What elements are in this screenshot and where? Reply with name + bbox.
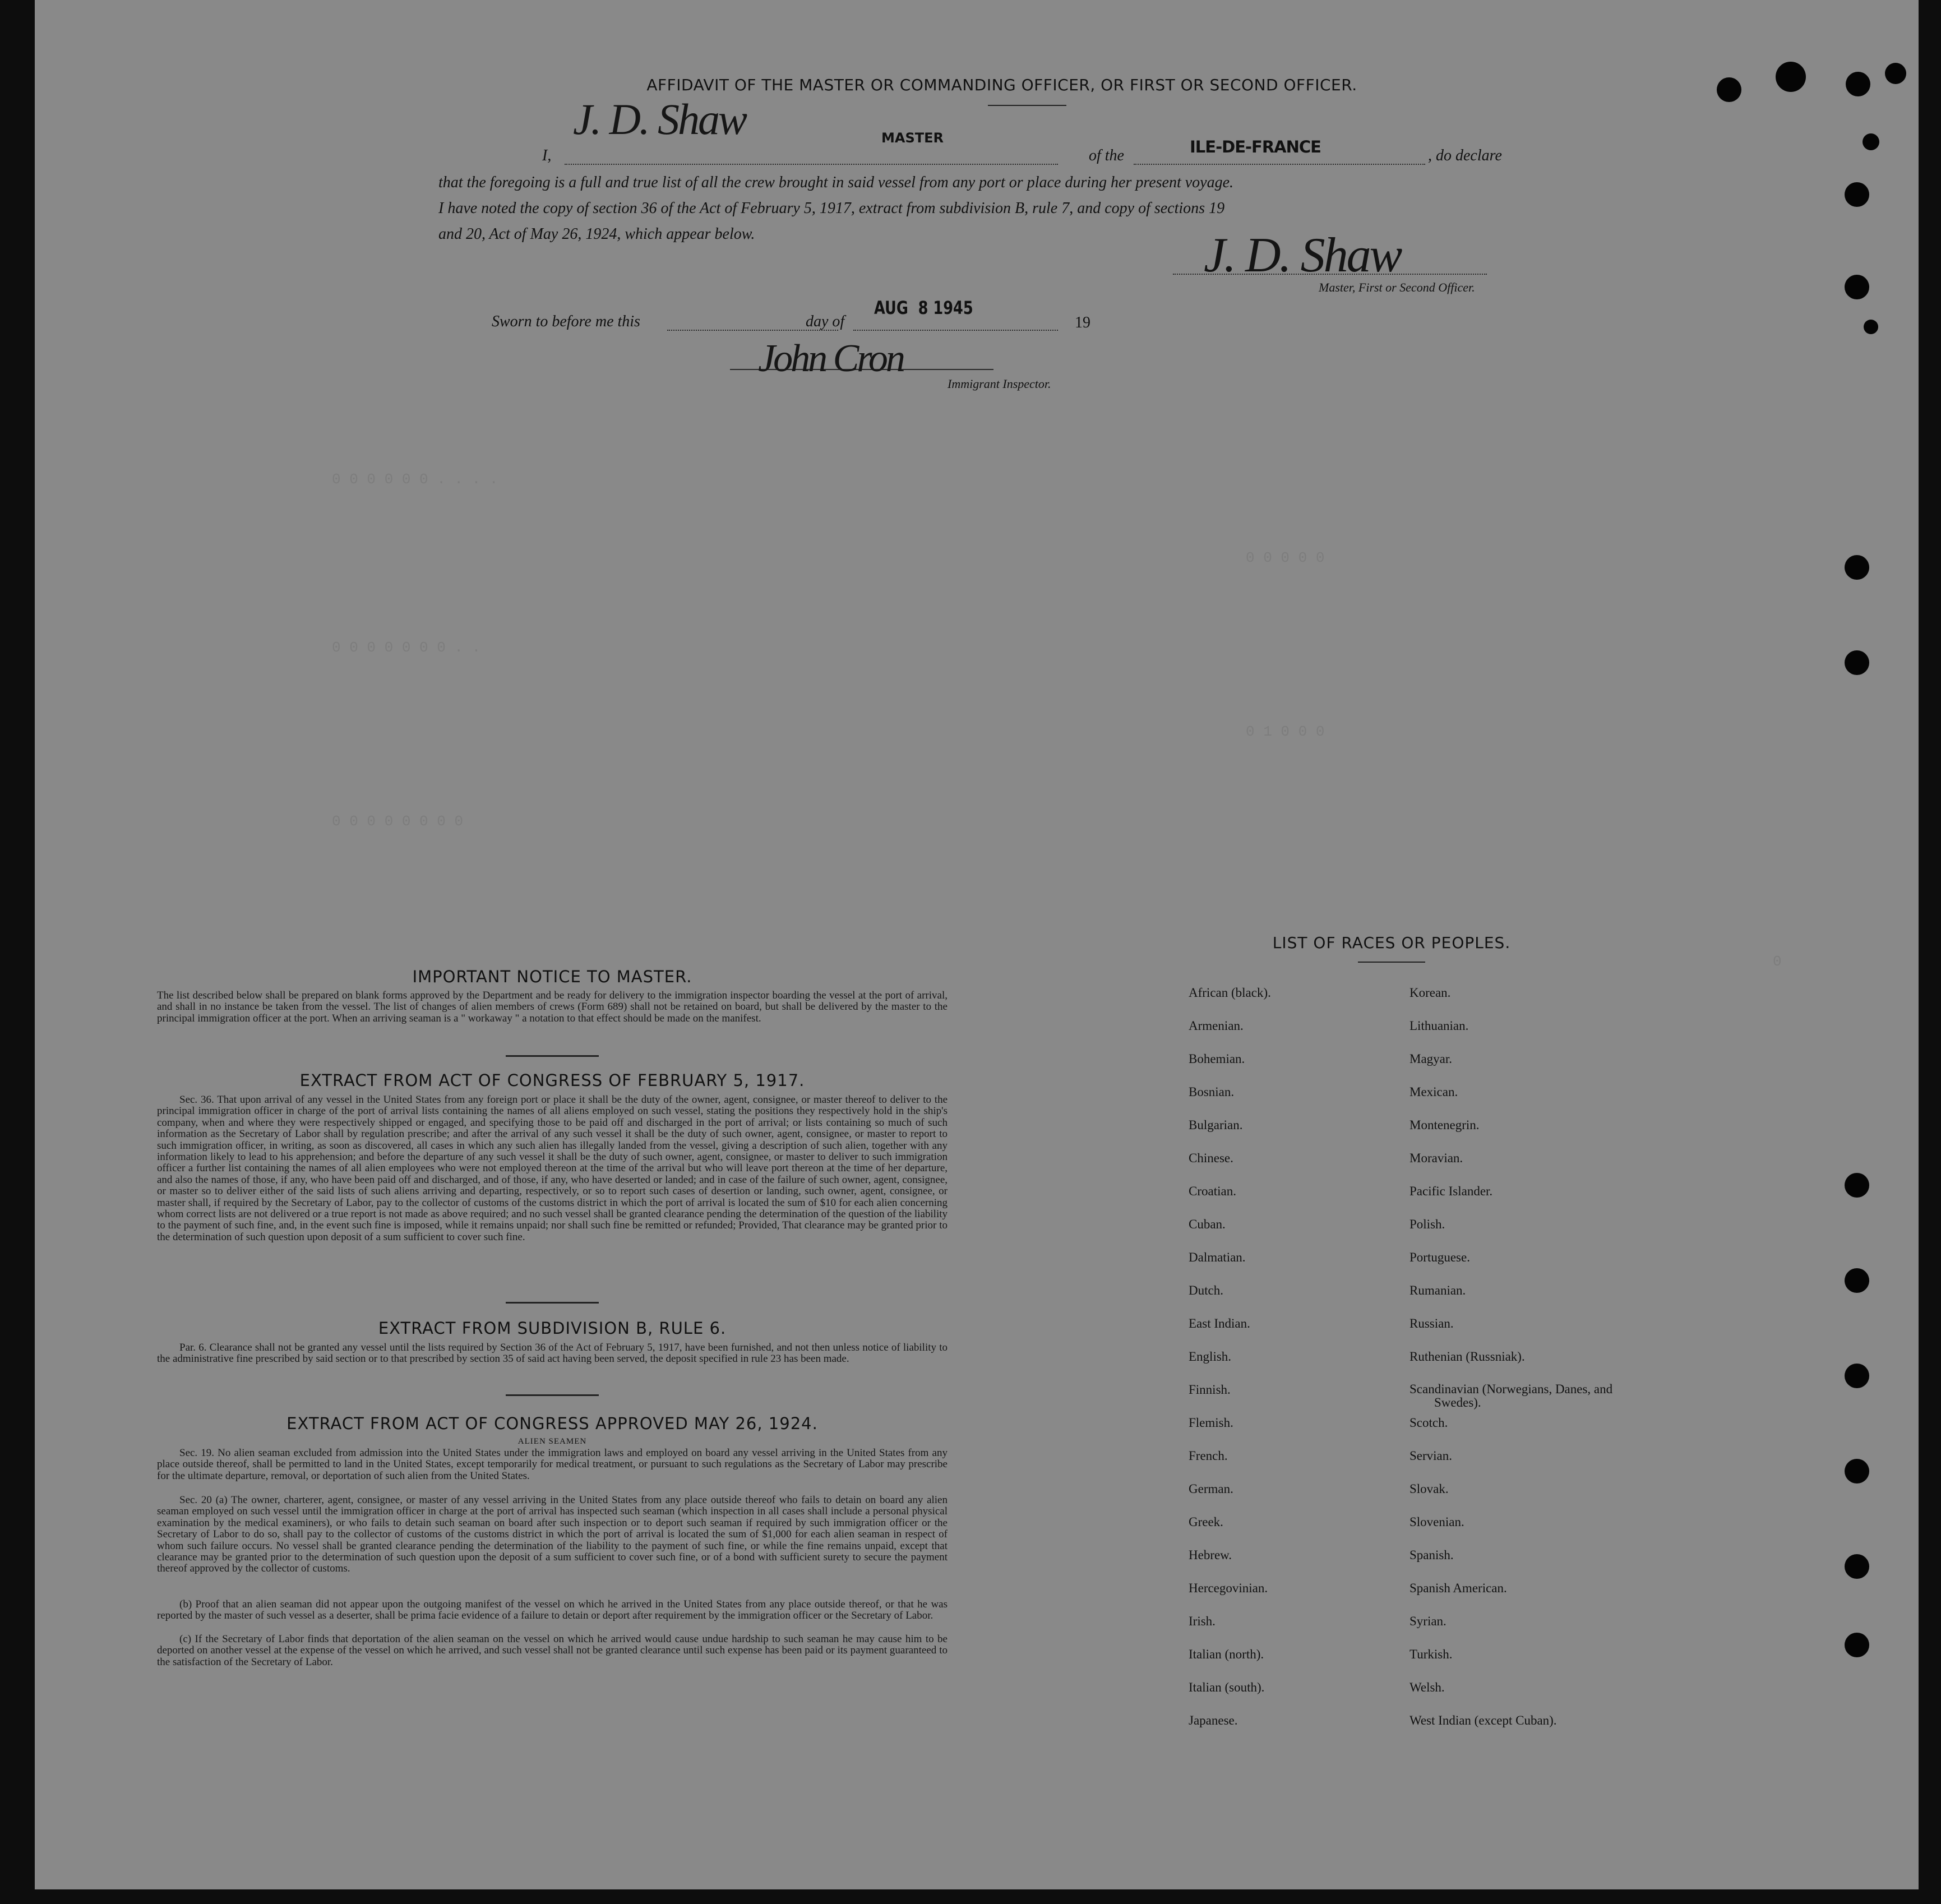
- affidavit-i-label: I,: [542, 147, 552, 164]
- race-right: West Indian (except Cuban).: [1409, 1713, 1557, 1727]
- notice-title: IMPORTANT NOTICE TO MASTER.: [412, 967, 692, 986]
- punch-hole: [1885, 63, 1906, 84]
- extract-1917-divider: [506, 1302, 599, 1304]
- punch-hole: [1863, 133, 1879, 150]
- extract-1917-title: EXTRACT FROM ACT OF CONGRESS OF FEBRUARY 5, 1917.: [299, 1071, 805, 1090]
- punch-hole: [1845, 1554, 1869, 1579]
- declare-label: , do declare: [1428, 147, 1502, 164]
- race-right: Montenegrin.: [1409, 1118, 1480, 1132]
- master-signature-top: J. D. Shaw: [573, 95, 746, 144]
- race-right: Ruthenian (Russniak).: [1409, 1350, 1525, 1364]
- race-left: French.: [1189, 1449, 1228, 1463]
- year-prefix: 19: [1075, 314, 1090, 331]
- race-right: Portuguese.: [1409, 1250, 1470, 1264]
- race-right: Magyar.: [1409, 1052, 1453, 1066]
- race-left: Armenian.: [1189, 1019, 1244, 1033]
- race-right: Scandinavian (Norwegians, Danes, and Swedes).: [1409, 1382, 1613, 1409]
- bleed-through-row: 0: [1773, 953, 1782, 970]
- race-right: Pacific Islander.: [1409, 1184, 1493, 1198]
- extract-rule-title: EXTRACT FROM SUBDIVISION B, RULE 6.: [378, 1319, 727, 1338]
- notice-divider: [506, 1055, 599, 1057]
- punch-hole: [1845, 650, 1869, 675]
- bleed-through-row: 0 1 0 0 0: [1246, 723, 1325, 740]
- race-right: Syrian.: [1409, 1614, 1446, 1628]
- extract-1924-sec20a: Sec. 20 (a) The owner, charterer, agent, consignee, or master of any vessel arriving in the United States from any place outside thereof who fails to detain on board any alien seaman employed on such vessel until the immigration officer in charge at the port of arrival has inspected such seaman (which inspection in all cases shall include a personal physical examination by the medical examiners), or who fails to detain such seaman on board after such inspection or to deport such seaman if required by such immigration officer or the Secretary of Labor to do so, shall pay to the collector of customs of the customs district in which the port of arrival is located the sum of $1,000 for each alien seaman in respect of whom such failure occurs. No vessel shall be granted clearance pending the determination of the liability to the payment of such fine, or while the fine remains unpaid, except that clearance may be granted prior to the determination of such question upon the deposit of a sum sufficient to cover such fine, or of a bond with sufficient surety to secure the payment thereof approved by the collector of customs.: [157, 1494, 948, 1575]
- race-left: African (black).: [1189, 986, 1271, 1000]
- race-left: East Indian.: [1189, 1316, 1250, 1330]
- race-right: Slovak.: [1409, 1482, 1449, 1496]
- extract-1924-sec20c: (c) If the Secretary of Labor finds that deportation of the alien seaman on the vessel on which he arrived would cause undue hardship to such seaman he may cause him to be deported on another vessel at the expense of the vessel on which he arrived, and such vessel shall not be granted clearance until such expense has been paid or its payment guaranteed to the satisfaction of the Secretary of Labor.: [157, 1633, 948, 1668]
- punch-hole: [1776, 62, 1806, 92]
- race-right: Spanish American.: [1409, 1581, 1507, 1595]
- date-stamp: AUG 8 1945: [874, 297, 973, 318]
- race-right: Lithuanian.: [1409, 1019, 1469, 1033]
- race-right: Korean.: [1409, 986, 1451, 1000]
- bleed-through-row: 0 0 0 0 0 0 0 . .: [332, 639, 481, 656]
- punch-hole: [1845, 1173, 1869, 1198]
- race-left: Bosnian.: [1189, 1085, 1235, 1099]
- bleed-through-row: 0 0 0 0 0: [1246, 549, 1325, 566]
- race-left: Hebrew.: [1189, 1548, 1232, 1562]
- master-signature-caption: Master, First or Second Officer.: [1319, 280, 1475, 294]
- inspector-caption: Immigrant Inspector.: [948, 377, 1051, 391]
- race-left: Bulgarian.: [1189, 1118, 1243, 1132]
- race-right: Russian.: [1409, 1316, 1454, 1330]
- extract-rule-text: Par. 6. Clearance shall not be granted any vessel until the lists required by Section 36 of the Act of February 5, 1917, have been furnished, and not then unless notice of liability to the administrative fine prescribed by said section or to that prescribed by section 35 of said act having been served, the deposit specified in rule 23 has been made.: [157, 1342, 948, 1365]
- punch-hole: [1845, 1364, 1869, 1388]
- race-left: Dalmatian.: [1189, 1250, 1246, 1264]
- race-left: Bohemian.: [1189, 1052, 1245, 1066]
- sworn-label: Sworn to before me this: [492, 313, 640, 330]
- race-right: Scotch.: [1409, 1416, 1448, 1430]
- race-left: Irish.: [1189, 1614, 1216, 1628]
- punch-hole: [1845, 1633, 1869, 1657]
- races-title: LIST OF RACES OR PEOPLES.: [1272, 933, 1511, 952]
- races-divider: [1358, 962, 1425, 963]
- race-right: Servian.: [1409, 1449, 1453, 1463]
- race-left: Hercegovinian.: [1189, 1581, 1268, 1595]
- rank-stamp: MASTER: [881, 130, 944, 146]
- race-left: Italian (south).: [1189, 1680, 1265, 1694]
- extract-1924-subtitle: ALIEN SEAMEN: [517, 1437, 587, 1446]
- bleed-through-row: 0 0 0 0 0 0 . . . .: [332, 471, 498, 488]
- race-left: Chinese.: [1189, 1151, 1233, 1165]
- race-left: Japanese.: [1189, 1713, 1238, 1727]
- manifest-page: [35, 0, 1919, 1889]
- race-left: English.: [1189, 1350, 1232, 1364]
- punch-hole: [1717, 77, 1741, 102]
- extract-1924-sec19: Sec. 19. No alien seaman excluded from admission into the United States under the immigration laws and employed on board any vessel arriving in the United States from any place outside thereof, shall be permitted to land in the United States, except temporarily for medical treatment, or pursuant to such regulations as the Secretary of Labor may prescribe for the ultimate departure, removal, or deportation of such alien from the United States.: [157, 1447, 948, 1482]
- race-right: Moravian.: [1409, 1151, 1463, 1165]
- punch-hole: [1845, 275, 1869, 299]
- race-left: Cuban.: [1189, 1217, 1226, 1231]
- race-left: Croatian.: [1189, 1184, 1236, 1198]
- month-blank: [853, 330, 1058, 331]
- title-divider: [988, 105, 1066, 106]
- affidavit-line-2: that the foregoing is a full and true list of all the crew brought in said vessel from any port or place during her present voyage.: [438, 174, 1234, 191]
- punch-hole: [1845, 1268, 1869, 1293]
- of-the-label: of the: [1089, 147, 1124, 164]
- punch-hole: [1845, 1459, 1869, 1484]
- extract-rule-divider: [506, 1394, 599, 1396]
- race-left: Finnish.: [1189, 1383, 1231, 1397]
- notice-text: The list described below shall be prepared on blank forms approved by the Department and be ready for delivery to the immigration inspector boarding the vessel at the port of arrival, and shall in no instance be taken from the vessel. The list of changes of alien members of crews (Form 689) shall not be retained on board, but shall be delivered by the master to the principal immigration officer at the port. When an arriving seaman is a " workaway " a notation to that effect should be made on the manifest.: [157, 990, 948, 1024]
- affidavit-line-4: and 20, Act of May 26, 1924, which appear below.: [438, 225, 755, 243]
- race-right: Rumanian.: [1409, 1283, 1466, 1297]
- race-left: Flemish.: [1189, 1416, 1233, 1430]
- race-right: Turkish.: [1409, 1647, 1453, 1661]
- race-left: German.: [1189, 1482, 1233, 1496]
- race-right: Spanish.: [1409, 1548, 1454, 1562]
- race-right: Polish.: [1409, 1217, 1445, 1231]
- race-left: Italian (north).: [1189, 1647, 1264, 1661]
- day-of-label: day of: [806, 313, 845, 330]
- affidavit-title: AFFIDAVIT OF THE MASTER OR COMMANDING OFFICER, OR FIRST OR SECOND OFFICER.: [646, 76, 1357, 94]
- vessel-name-stamp: ILE-DE-FRANCE: [1190, 137, 1321, 156]
- punch-hole: [1846, 72, 1870, 96]
- race-right: Mexican.: [1409, 1085, 1458, 1099]
- punch-hole: [1845, 182, 1869, 207]
- inspector-signature: John Cron: [758, 337, 903, 380]
- vessel-blank: [1134, 164, 1425, 165]
- punch-hole: [1845, 555, 1869, 580]
- bleed-through-row: 0 0 0 0 0 0 0 0: [332, 813, 464, 830]
- race-left: Dutch.: [1189, 1283, 1223, 1297]
- race-right: Welsh.: [1409, 1680, 1445, 1694]
- race-right: Slovenian.: [1409, 1515, 1464, 1529]
- affidavit-line-3: I have noted the copy of section 36 of the Act of February 5, 1917, extract from subdivision B, rule 7, and copy of sections 19: [438, 200, 1225, 217]
- rank-blank: [565, 164, 1058, 165]
- extract-1924-title: EXTRACT FROM ACT OF CONGRESS APPROVED MAY 26, 1924.: [286, 1414, 818, 1433]
- punch-hole: [1864, 320, 1878, 334]
- master-signature: J. D. Shaw: [1204, 228, 1401, 283]
- extract-1917-text: Sec. 36. That upon arrival of any vessel in the United States from any foreign port or place it shall be the duty of the owner, agent, consignee, or master thereof to deliver to the principal immigration officer in charge of the port of arrival lists containing the names of all aliens employed on such vessel, stating the positions they respectively hold in the ship's company, when and where they were respectively shipped or engaged, and specifying those to be paid off and discharged in the port of arrival; or lists containing so much of such information as the Secretary of Labor shall by regulation prescribe; and after the arrival of any such vessel it shall be the duty of such owner, agent, consignee, or master to report to such immigration officer, in writing, as soon as discovered, all cases in which any such alien has illegally landed from the vessel, giving a description of such alien, together with any information likely to lead to his apprehension; and before the departure of any such vessel it shall be the duty of such owner, agent, consignee, or master to deliver to such immigration officer a further list containing the names of all alien employees who were not employed thereon at the time of the arrival but who will leave port thereon at the time of her departure, and also the names of those, if any, who have been paid off and discharged, and of those, if any, who have deserted or landed; and in case of the failure of such owner, agent, consignee, or master so to deliver either of the said lists of such aliens arriving and departing, respectively, or so to report such cases of desertion or landing, such owner, agent, consignee, or master shall, if required by the Secretary of Labor, pay to the collector of customs of the customs district in which the port of arrival is located the sum of $10 for each alien concerning whom correct lists are not delivered or a true report is not made as above required; and no such vessel shall be granted clearance pending the determination of the question of the liability to the payment of such fine, and, in the event such fine is imposed, while it remains unpaid; nor shall such fine be remitted or refunded; Provided, That clearance may be granted prior to the determination of such question upon deposit of a sum sufficient to cover such fine.: [157, 1094, 948, 1243]
- extract-1924-sec20b: (b) Proof that an alien seaman did not appear upon the outgoing manifest of the vessel on which he arrived in the United States from any place outside thereof, or that he was reported by the master of such vessel as a deserter, shall be prima facie evidence of a failure to detain or deport after requirement by the immigration officer or the Secretary of Labor.: [157, 1598, 948, 1622]
- race-left: Greek.: [1189, 1515, 1223, 1529]
